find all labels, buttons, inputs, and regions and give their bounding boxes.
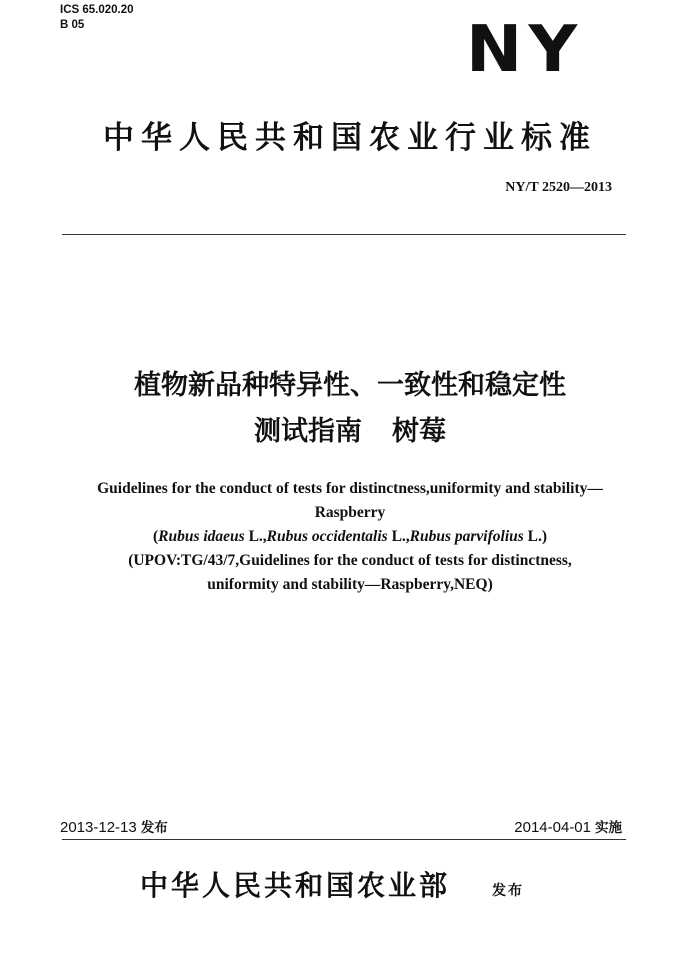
top-divider [62, 234, 626, 235]
impl-date: 2014-04-01 [514, 819, 591, 836]
paren-open: ( [152, 528, 159, 545]
title-cn-crop: 树莓 [392, 416, 446, 447]
standard-number: NY/T 2520—2013 [505, 180, 612, 195]
title-en-line1: Guidelines for the conduct of tests for distinctness,uniformity and stability— [97, 480, 603, 497]
ics-block [60, 3, 134, 33]
ministry-name: 中华人民共和国农业部 [140, 869, 451, 902]
title-cn-line1: 植物新品种特异性、一致性和稳定性 [134, 370, 566, 401]
title-en-line2: Raspberry [314, 504, 386, 521]
impl-label: 实施 [595, 820, 622, 836]
bottom-divider [62, 839, 626, 840]
author-1: L., [244, 528, 267, 545]
species-1: Rubus idaeus [158, 528, 245, 545]
title-en-species [40, 525, 660, 549]
issue-date-block [60, 816, 168, 836]
title-en [40, 477, 660, 597]
title-cn-guideline: 测试指南 [254, 416, 362, 447]
title-en-line4: (UPOV:TG/43/7,Guidelines for the conduct of tests for distinctness, [128, 552, 572, 569]
impl-date-block [514, 816, 622, 836]
title-en-line5: uniformity and stability—Raspberry,NEQ) [207, 576, 493, 593]
ics-code: ICS 65.020.20 [60, 4, 134, 16]
author-2: L., [387, 528, 410, 545]
issue-date: 2013-12-13 [60, 819, 137, 836]
org-title: 中华人民共和国农业行业标准 [103, 120, 597, 156]
species-3: Rubus parvifolius [409, 528, 524, 545]
title-cn-line2 [0, 412, 700, 452]
issue-label: 发布 [140, 820, 168, 836]
ny-logo: NY [466, 13, 584, 87]
classification-code: B 05 [60, 19, 85, 31]
publish-label: 发布 [492, 883, 524, 899]
species-2: Rubus occidentalis [266, 528, 388, 545]
author-3: L.) [523, 528, 548, 545]
